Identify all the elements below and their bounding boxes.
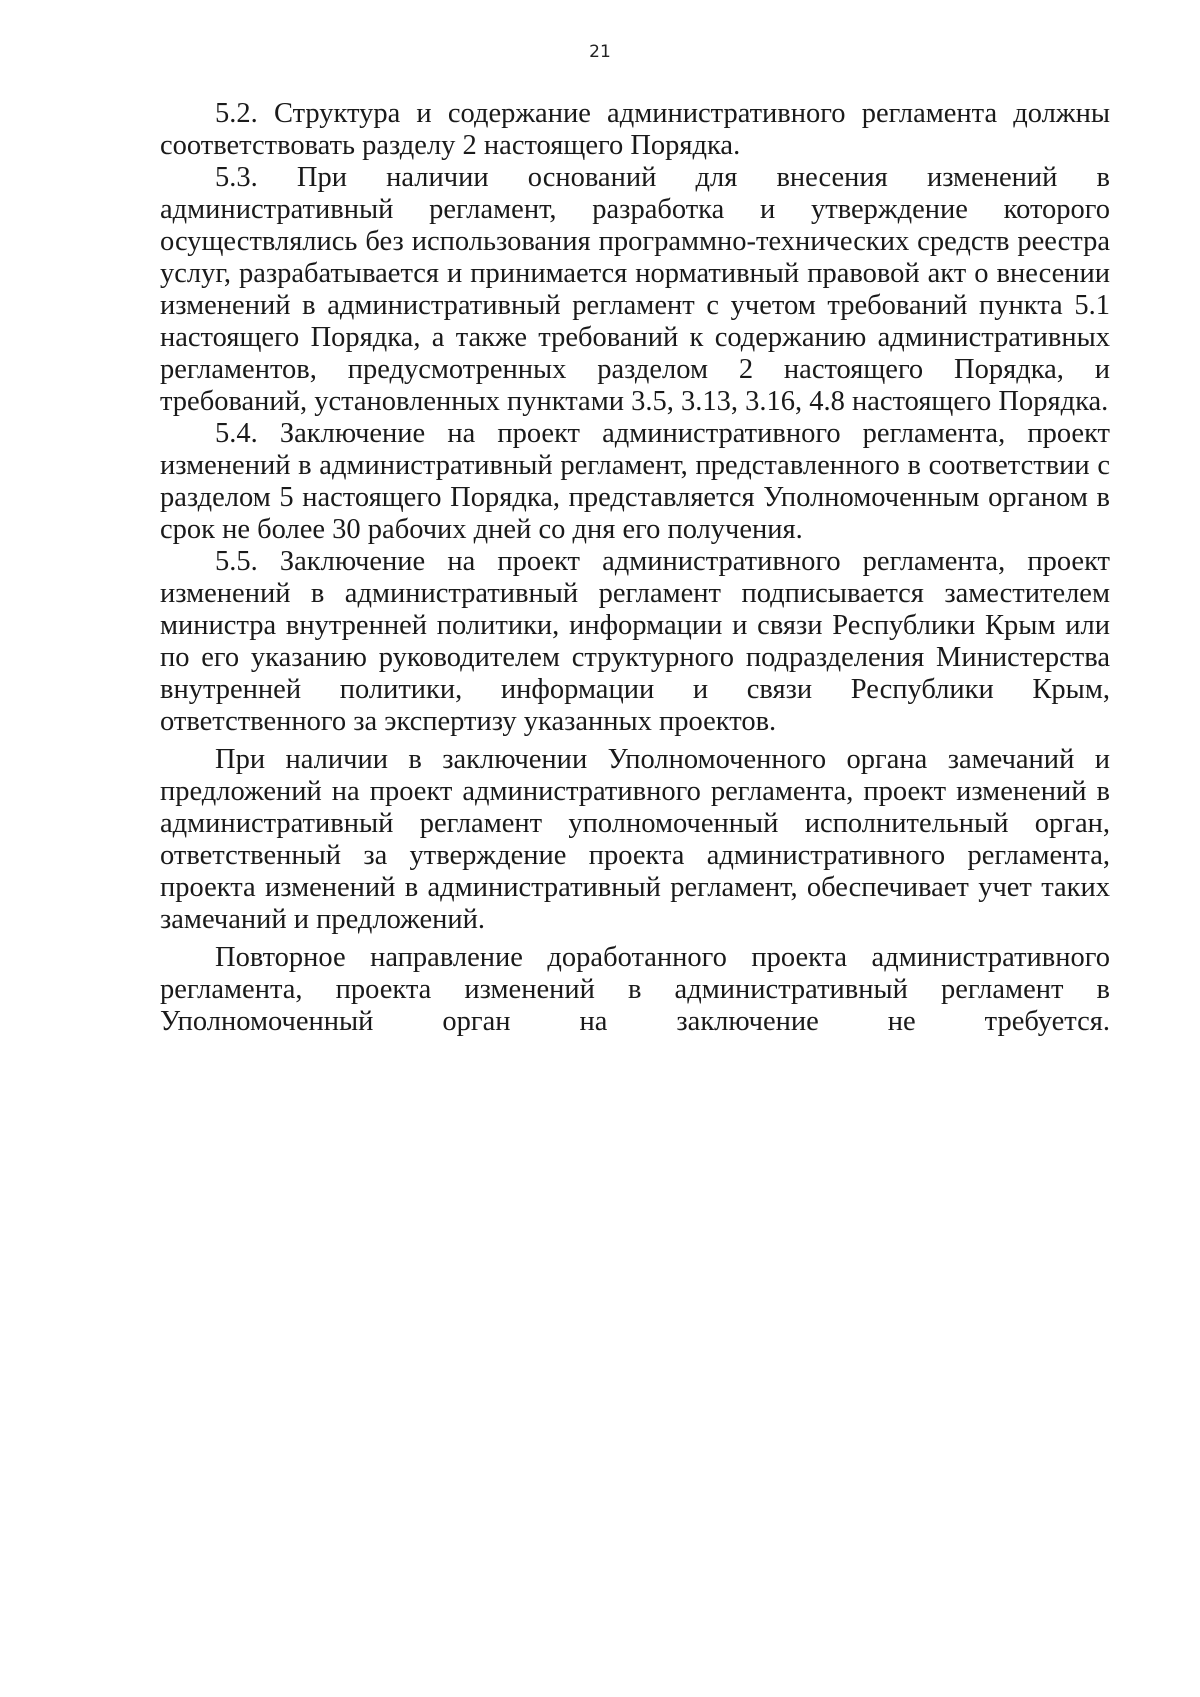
paragraph-resubmission: Повторное направление доработанного проекта административного регламента, проекта изменений в административный регламент в Уполномоченный орган на заключение не требуется.	[160, 942, 1110, 1037]
paragraph-5-5: 5.5. Заключение на проект административного регламента, проект изменений в административный регламент подписывается заместителем министра внутренней политики, информации и связи Республики Крым или по его указанию руководителем структурного подразделения Министерства внутренней политики, информации и связи Республики Крым, ответственного за экспертизу указанных проектов.	[160, 546, 1110, 737]
paragraph-5-3: 5.3. При наличии оснований для внесения изменений в административный регламент, разработка и утверждение которого осуществлялись без использования программно-технических средств реестра услуг, разрабатывается и принимается нормативный правовой акт о внесении изменений в административный регламент с учетом требований пункта 5.1 настоящего Порядка, а также требований к содержанию административных регламентов, предусмотренных разделом 2 настоящего Порядка, и требований, установленных пунктами 3.5, 3.13, 3.16, 4.8 настоящего Порядка.	[160, 162, 1110, 417]
paragraph-remarks: При наличии в заключении Уполномоченного органа замечаний и предложений на проект административного регламента, проект изменений в административный регламент уполномоченный исполнительный орган, ответственный за утверждение проекта административного регламента, проекта изменений в административный регламент, обеспечивает учет таких замечаний и предложений.	[160, 744, 1110, 935]
paragraph-5-2: 5.2. Структура и содержание административного регламента должны соответствовать разделу 2 настоящего Порядка.	[160, 98, 1110, 161]
paragraph-5-4: 5.4. Заключение на проект административного регламента, проект изменений в административный регламент, представленного в соответствии с разделом 5 настоящего Порядка, представляется Уполномоченным органом в срок не более 30 рабочих дней со дня его получения.	[160, 418, 1110, 545]
document-body	[160, 98, 1110, 1038]
page-number: 21	[589, 42, 611, 62]
